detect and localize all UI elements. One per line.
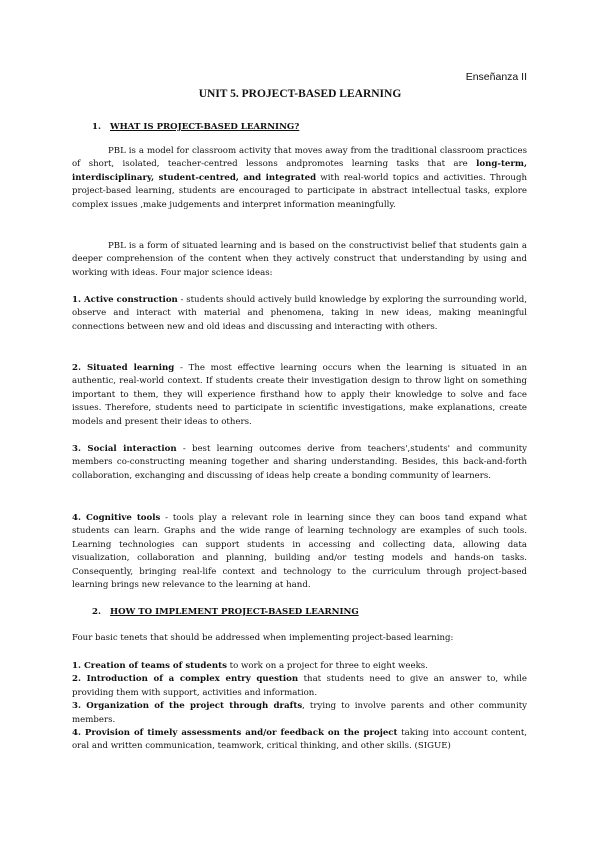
tenet-2-label: 2. Introduction of a complex entry question xyxy=(72,674,299,685)
paragraph-situated-learning: PBL is a form of situated learning and is based on the constructivist belief that students gain a deeper comprehension of the content when they actively construct that understanding by using and working with ideas. Four major science ideas: xyxy=(72,241,527,278)
idea-cognitive-tools xyxy=(72,512,527,592)
list-item xyxy=(72,673,527,700)
section-1-heading xyxy=(92,122,299,132)
list-item xyxy=(72,660,527,673)
section-2-title: HOW TO IMPLEMENT PROJECT-BASED LEARNING xyxy=(110,607,359,617)
idea-active-construction xyxy=(72,294,527,334)
paragraph-pbl-definition xyxy=(72,145,527,212)
section-1-title: WHAT IS PROJECT-BASED LEARNING? xyxy=(110,122,300,132)
para1-text-a: PBL is a model for classroom activity that moves away from the traditional classroom practices of short, isolated, teacher-centred lessons andpromotes learning tasks that are xyxy=(72,146,527,170)
idea-1-text: - students should actively build knowledge by exploring the surrounding world, observe and interact with material and phenomena, taking in new ideas, making meaningful connections between new and old ideas and discussing and interacting with others. xyxy=(72,295,528,332)
tenet-3-label: 3. Organization of the project through drafts xyxy=(72,701,303,712)
tenet-1-label: 1. Creation of teams of students xyxy=(72,661,227,671)
section-2-number: 2. xyxy=(92,607,101,617)
idea-1-label: 1. Active construction xyxy=(72,295,178,305)
list-item xyxy=(72,700,527,727)
idea-social-interaction xyxy=(72,443,527,483)
idea-2-label: 2. Situated learning xyxy=(72,363,175,373)
section-1-number: 1. xyxy=(92,122,101,132)
tenet-3-text: , trying to involve parents and other community members. xyxy=(72,701,528,725)
idea-2-text: - The most effective learning occurs when the learning is situated in an authentic, real-world context. If students create their investigation design to throw light on something important to them, they will experience firsthand how to apply their knowledge to solve and face issues. Therefore, students need to participate in scientific investigations, make explanations, create models and present their ideas to others. xyxy=(72,363,527,427)
idea-4-label: 4. Cognitive tools xyxy=(72,513,161,523)
idea-3-label: 3. Social interaction xyxy=(72,444,177,454)
tenet-1-text: to work on a project for three to eight weeks. xyxy=(226,661,428,671)
idea-situated-learning xyxy=(72,362,527,429)
tenet-4-label: 4. Provision of timely assessments and/or feedback on the project xyxy=(72,728,398,739)
section-2-intro: Four basic tenets that should be addressed when implementing project-based learning: xyxy=(72,633,454,643)
para1-text-b: with real-world topics and activities. Through project-based learning, students are encouraged to participate in abstract intellectual tasks, explore complex issues ,make judgements and interpret information meaningfully. xyxy=(72,172,528,210)
course-name: Enseñanza II xyxy=(465,71,527,83)
idea-3-text: - best learning outcomes derive from teachers',students' and community members co-constructing meaning together and sharing understanding. Besides, this back-and-forth collaboration, exchanging and discussing of ideas help create a bonding community of learners. xyxy=(72,444,528,481)
list-item xyxy=(72,727,527,754)
section-2-heading xyxy=(92,607,359,617)
idea-4-text: - tools play a relevant role in learning since they can boos tand expand what students can learn. Graphs and the wide range of learning technology are examples of such tools. Learning technologies can support students in accessing and collecting data, allowing data visualization, collaboration and planning, building and/or testing models and hands-on tasks. Consequently, bringing real-life context and technology to the curriculum through project-based learning brings new relevance to the learning at hand. xyxy=(72,513,528,591)
para1-bold: long-term, interdisciplinary, student-centred, and integrated xyxy=(72,159,527,183)
unit-title: UNIT 5. PROJECT-BASED LEARNING xyxy=(198,88,402,100)
tenet-2-text: that students need to give an answer to, while providing them with support, activities and information. xyxy=(72,674,528,698)
tenet-4-text: taking into account content, oral and written communication, teamwork, critical thinking, and other skills. (SIGUE) xyxy=(72,728,527,752)
tenets-list xyxy=(72,660,527,754)
